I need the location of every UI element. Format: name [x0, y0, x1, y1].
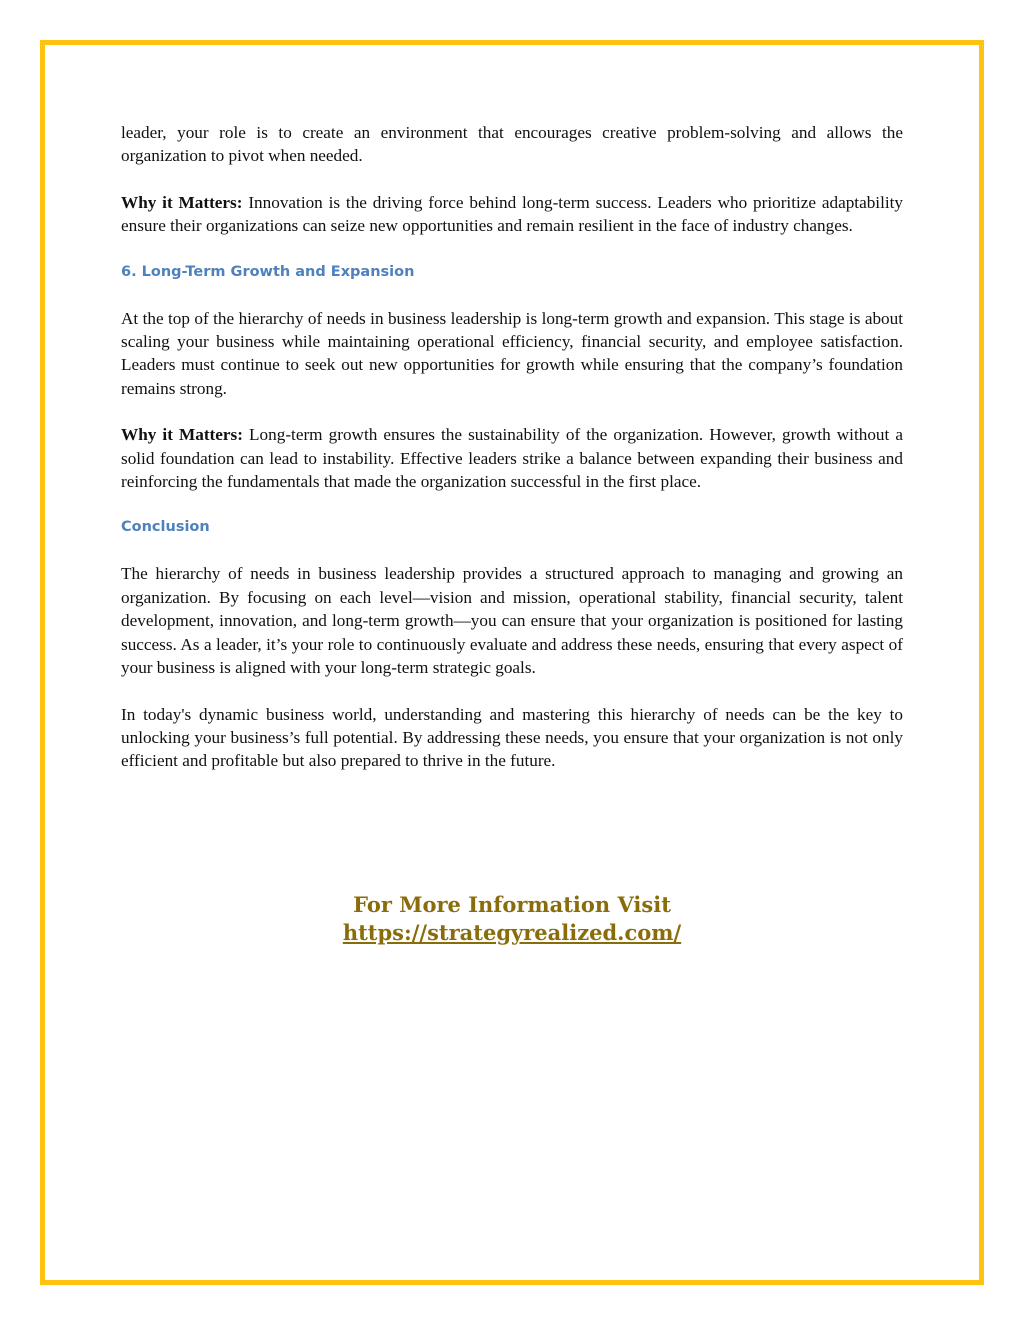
footer-cta: [0, 891, 1024, 947]
intro-continuation-paragraph: leader, your role is to create an environment that encourages creative problem-solving and allows the organization to pivot when needed.: [121, 123, 903, 166]
why-it-matters-paragraph-2: [121, 423, 903, 493]
footer-visit-text: For More Information Visit: [353, 892, 671, 917]
conclusion-paragraph-2: In today's dynamic business world, understanding and mastering this hierarchy of needs can be the key to unlocking your business’s full potential. By addressing these needs, you ensure that your organization is not only efficient and profitable but also prepared to thrive in the future.: [121, 704, 903, 771]
why-it-matters-paragraph-1: [121, 191, 903, 238]
why-it-matters-label-2: Why it Matters:: [121, 425, 243, 445]
document-body: [121, 121, 903, 773]
conclusion-paragraph-1: The hierarchy of needs in business leadership provides a structured approach to managing and growing an organization. By focusing on each level—vision and mission, operational stability, financial security, talent development, innovation, and long-term growth—you can ensure that your organization is positioned for lasting success. As a leader, it’s your role to continuously evaluate and address these needs, ensuring that every aspect of your business is aligned with your long-term strategic goals.: [121, 564, 903, 678]
section-6-heading: 6. Long-Term Growth and Expansion: [121, 263, 415, 280]
website-link[interactable]: https://strategyrealized.com/: [342, 920, 682, 945]
why-it-matters-text-2: Long-term growth ensures the sustainability of the organization. However, growth without a solid foundation can lead to instability. Effective leaders strike a balance between expanding their business and reinforcing the fundamentals that made the organization successful in the first place.: [121, 425, 904, 492]
conclusion-heading: Conclusion: [121, 519, 210, 536]
why-it-matters-label-1: Why it Matters:: [121, 192, 243, 212]
section-6-body-paragraph: At the top of the hierarchy of needs in business leadership is long-term growth and expansion. This stage is about scaling your business while maintaining operational efficiency, financial security, and employee satisfaction. Leaders must continue to seek out new opportunities for growth while ensuring that the company’s foundation remains strong.: [121, 308, 903, 398]
why-it-matters-text-1: Innovation is the driving force behind long-term success. Leaders who prioritize adaptability ensure their organizations can seize new opportunities and remain resilient in the face of industry changes.: [121, 192, 903, 236]
